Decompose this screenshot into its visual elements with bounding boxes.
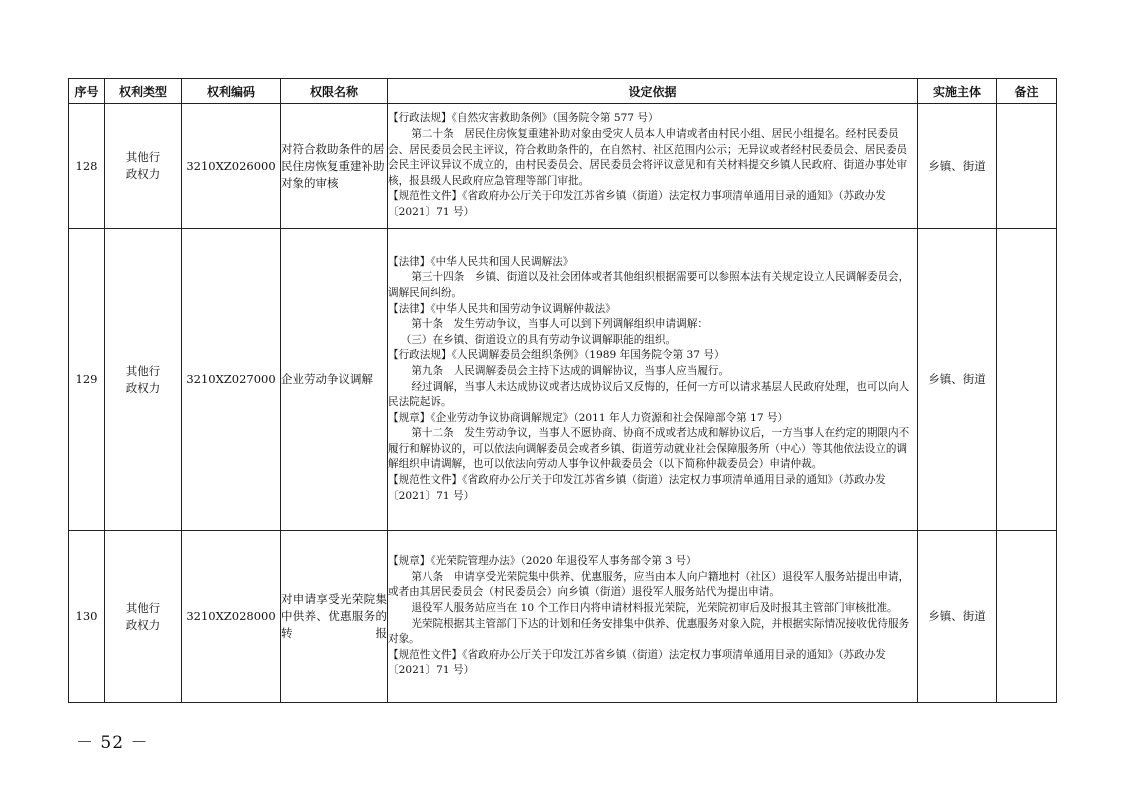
rights-table	[68, 78, 1057, 703]
header-subject: 实施主体	[918, 79, 997, 104]
cell-remark	[997, 531, 1057, 703]
table-header-row	[69, 79, 1057, 104]
header-seq: 序号	[69, 79, 105, 104]
cell-seq: 128	[69, 104, 105, 229]
cell-basis	[388, 229, 918, 531]
basis-paragraph: 经过调解，当事人未达成协议或者达成协议后又反悔的，任何一方可以请求基层人民政府处理，也可以向人民法院起诉。	[388, 380, 910, 409]
basis-paragraph: 第三十四条 乡镇、街道以及社会团体或者其他组织根据需要可以参照本法有关规定设立人民调解委员会，调解民间纠纷。	[388, 271, 910, 299]
cell-type	[105, 531, 182, 703]
cell-subject: 乡镇、街道	[918, 531, 997, 703]
basis-paragraph: 【规范性文件】《省政府办公厅关于印发江苏省乡镇（街道）法定权力事项清单通用目录的通知》（苏政办发〔2021〕71 号）	[388, 190, 886, 218]
table-row	[69, 531, 1057, 703]
cell-type-text: 其他行政权力	[125, 150, 161, 181]
header-code: 权利编码	[182, 79, 281, 104]
basis-paragraph: 【行政法规】《人民调解委员会组织条例》（1989 年国务院令第 37 号）	[388, 349, 725, 362]
basis-paragraph: 第十条 发生劳动争议，当事人可以到下列调解组织申请调解：	[411, 318, 708, 331]
cell-type-text: 其他行政权力	[125, 363, 161, 395]
header-remark: 备注	[997, 79, 1057, 104]
basis-paragraph: 第十二条 发生劳动争议，当事人不愿协商、协商不成或者达成和解协议后，一方当事人在约定的期限内不履行和解协议的，可以依法向调解委员会或者乡镇、街道劳动就业社会保障服务所（中心）等其他依法设立的调解组织申请调解，也可以依法向劳动人事争议仲裁委员会（以下简称仲裁委员会）申请仲裁。	[388, 427, 910, 471]
header-type: 权利类型	[105, 79, 182, 104]
basis-paragraph: 【规范性文件】《省政府办公厅关于印发江苏省乡镇（街道）法定权力事项清单通用目录的通知》（苏政办发〔2021〕71 号）	[388, 648, 886, 677]
basis-paragraph: （三）在乡镇、街道设立的具有劳动争议调解职能的组织。	[400, 333, 677, 346]
basis-paragraph: 第九条 人民调解委员会主持下达成的调解协议，当事人应当履行。	[411, 364, 730, 377]
cell-name: 企业劳动争议调解	[281, 229, 388, 531]
cell-name: 对符合救助条件的居民住房恢复重建补助对象的审核	[281, 104, 388, 229]
table-row	[69, 229, 1057, 531]
cell-subject: 乡镇、街道	[918, 229, 997, 531]
cell-type-text: 其他行政权力	[125, 600, 161, 632]
basis-paragraph: 【法律】《中华人民共和国劳动争议调解仲裁法》	[388, 302, 616, 315]
cell-code: 3210XZ027000	[182, 229, 281, 531]
basis-paragraph: 【法律】《中华人民共和国人民调解法》	[388, 255, 574, 268]
cell-seq: 129	[69, 229, 105, 531]
basis-paragraph: 【规章】《光荣院管理办法》（2020 年退役军人事务部令第 3 号）	[388, 555, 697, 568]
cell-seq: 130	[69, 531, 105, 703]
cell-code: 3210XZ026000	[182, 104, 281, 229]
basis-paragraph: 【行政法规】《自然灾害救助条例》（国务院令第 577 号）	[388, 112, 659, 125]
cell-remark	[997, 229, 1057, 531]
basis-paragraph: 第八条 申请享受光荣院集中供养、优惠服务，应当由本人向户籍地村（社区）退役军人服务站提出申请，或者由其居民委员会（村民委员会）向乡镇（街道）退役军人服务站代为提出申请。	[388, 570, 910, 599]
cell-type	[105, 229, 182, 531]
basis-paragraph: 【规范性文件】《省政府办公厅关于印发江苏省乡镇（街道）法定权力事项清单通用目录的通知》（苏政办发〔2021〕71 号）	[388, 474, 886, 502]
header-name: 权限名称	[281, 79, 388, 104]
basis-paragraph: 退役军人服务站应当在 10 个工作日内将申请材料报光荣院，光荣院初审后及时报其主管部门审核批准。	[411, 601, 898, 614]
cell-subject: 乡镇、街道	[918, 104, 997, 229]
basis-paragraph: 【规章】《企业劳动争议协商调解规定》（2011 年人力资源和社会保障部令第 17 号）	[388, 411, 789, 424]
basis-paragraph: 光荣院根据其主管部门下达的计划和任务安排集中供养、优惠服务对象入院，并根据实际情况接收优待服务对象。	[388, 617, 910, 646]
cell-code: 3210XZ028000	[182, 531, 281, 703]
table-row	[69, 104, 1057, 229]
cell-name: 对申请享受光荣院集中供养、优惠服务的转报	[281, 531, 388, 703]
page-number: － 52 －	[76, 733, 149, 753]
basis-paragraph: 第二十条 居民住房恢复重建补助对象由受灾人员本人申请或者由村民小组、居民小组提名。经村民委员会、居民委员会民主评议，符合救助条件的，在自然村、社区范围内公示；无异议或者经村民委员会、居民委员会民主评议异议不成立的，由村民委员会、居民委员会将评议意见和有关材料提交乡镇人民政府、街道办事处审核，报县级人民政府应急管理等部门审批。	[388, 128, 908, 187]
header-basis: 设定依据	[388, 79, 918, 104]
cell-remark	[997, 104, 1057, 229]
cell-basis	[388, 104, 918, 229]
cell-type	[105, 104, 182, 229]
cell-basis	[388, 531, 918, 703]
